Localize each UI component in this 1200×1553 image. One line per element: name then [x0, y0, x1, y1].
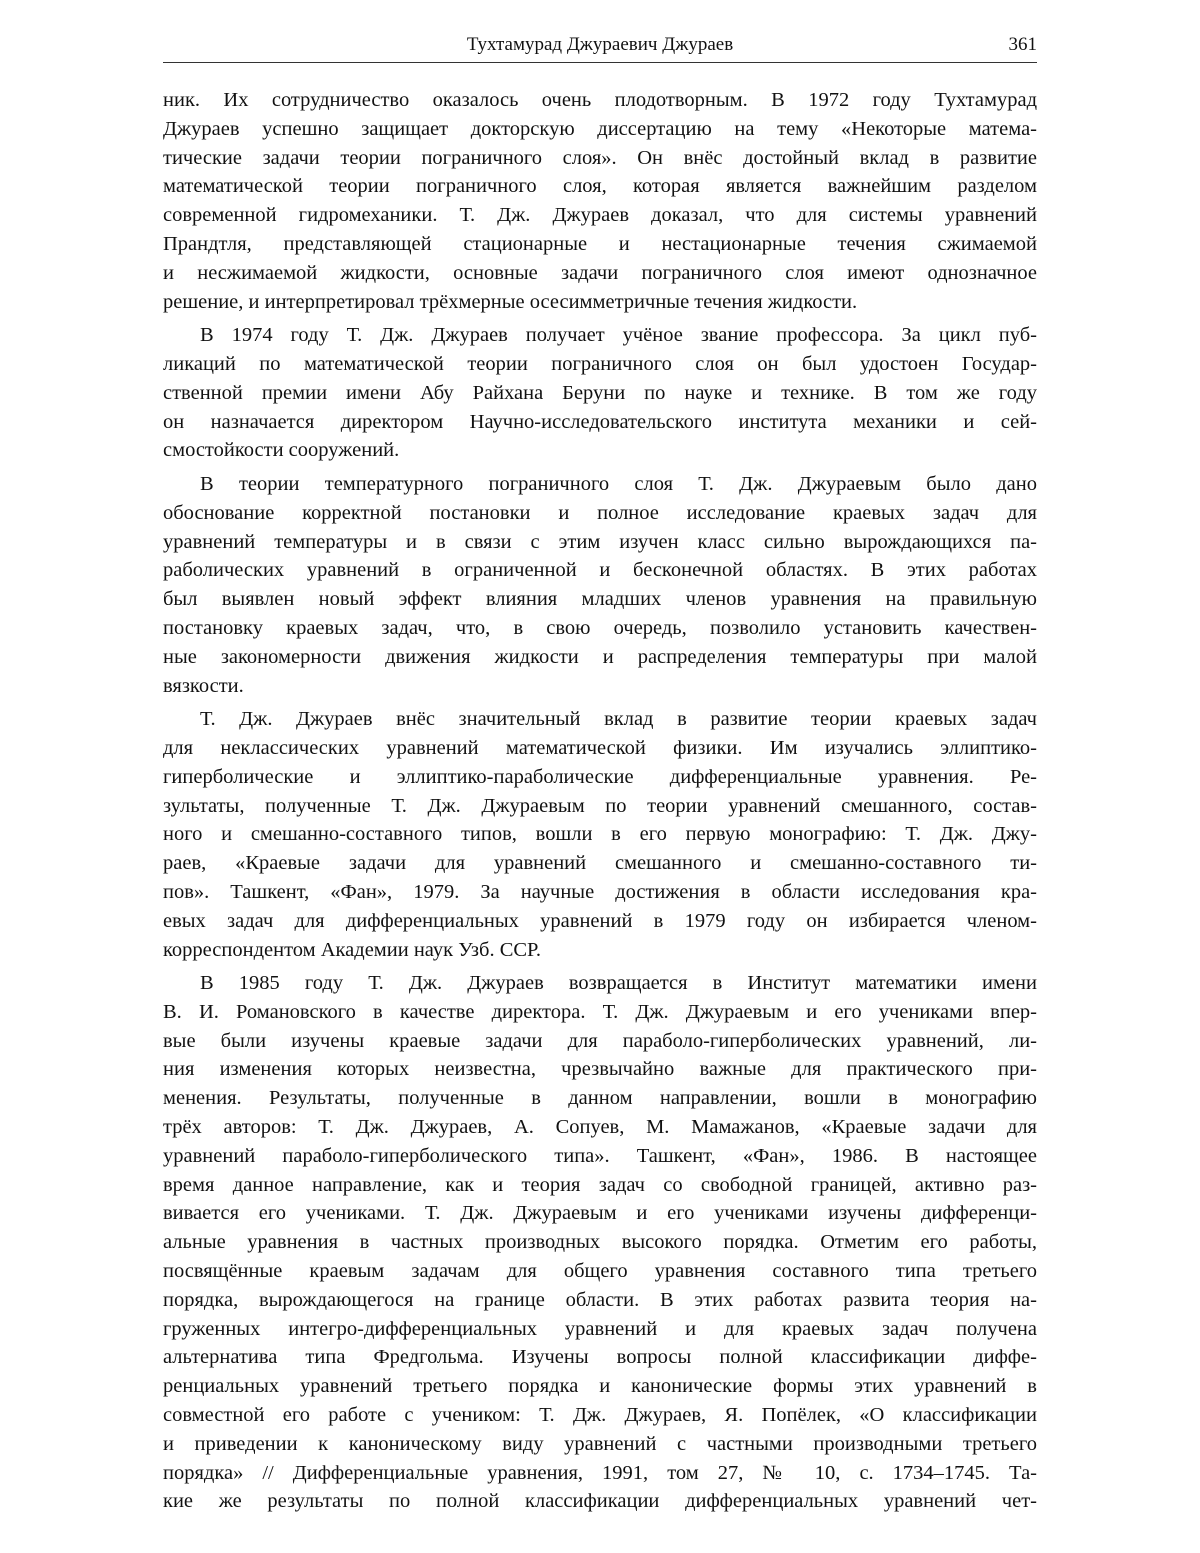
text-line: для неклассических уравнений математической физики. Им изучались эллиптико-: [163, 734, 1037, 763]
text-line: ликаций по математической теории пограничного слоя он был удостоен Государ-: [163, 350, 1037, 379]
text-line: В 1974 году Т. Дж. Джураев получает учёное звание профессора. За цикл пуб-: [163, 321, 1037, 350]
text-line: менения. Результаты, полученные в данном направлении, вошли в монографию: [163, 1084, 1037, 1113]
text-line: пов». Ташкент, «Фан», 1979. За научные достижения в области исследования кра-: [163, 878, 1037, 907]
text-line: и приведении к каноническому виду уравнений с частными производными третьего: [163, 1430, 1037, 1459]
text-line: посвящённые краевым задачам для общего уравнения составного типа третьего: [163, 1257, 1037, 1286]
text-line: Прандтля, представляющей стационарные и нестационарные течения сжимаемой: [163, 230, 1037, 259]
text-line: порядка» // Дифференциальные уравнения, 1991, том 27, № 10, с. 1734–1745. Та-: [163, 1459, 1037, 1488]
text-line: математической теории пограничного слоя, которая является важнейшим разделом: [163, 172, 1037, 201]
text-line: груженных интегро-дифференциальных уравнений и для краевых задач получена: [163, 1315, 1037, 1344]
paragraph: [163, 969, 1037, 1516]
text-line: был выявлен новый эффект влияния младших членов уравнения на правильную: [163, 585, 1037, 614]
text-line: В 1985 году Т. Дж. Джураев возвращается в Институт математики имени: [163, 969, 1037, 998]
paragraph: [163, 705, 1037, 964]
text-line: уравнений параболо-гиперболического типа». Ташкент, «Фан», 1986. В настоящее: [163, 1142, 1037, 1171]
article-body: [163, 86, 1037, 1521]
text-line: постановку краевых задач, что, в свою очередь, позволило установить качествен-: [163, 614, 1037, 643]
running-header: [163, 34, 1037, 63]
text-line: альные уравнения в частных производных высокого порядка. Отметим его работы,: [163, 1228, 1037, 1257]
text-line: уравнений температуры и в связи с этим изучен класс сильно вырождающихся па-: [163, 528, 1037, 557]
text-line: он назначается директором Научно-исследовательского института механики и сей-: [163, 408, 1037, 437]
paragraph: [163, 321, 1037, 465]
text-line: В. И. Романовского в качестве директора. Т. Дж. Джураевым и его учениками впер-: [163, 998, 1037, 1027]
text-line: порядка, вырождающегося на границе области. В этих работах развита теория на-: [163, 1286, 1037, 1315]
text-line: евых задач для дифференциальных уравнений в 1979 году он избирается членом-: [163, 907, 1037, 936]
text-line: корреспондентом Академии наук Узб. ССР.: [163, 936, 1037, 965]
text-line: зультаты, полученные Т. Дж. Джураевым по теории уравнений смешанного, состав-: [163, 792, 1037, 821]
paragraph: [163, 86, 1037, 316]
text-line: гиперболические и эллиптико-параболические дифференциальные уравнения. Ре-: [163, 763, 1037, 792]
text-line: Т. Дж. Джураев внёс значительный вклад в развитие теории краевых задач: [163, 705, 1037, 734]
text-line: вивается его учениками. Т. Дж. Джураевым и его учениками изучены дифференци-: [163, 1199, 1037, 1228]
text-line: обоснование корректной постановки и полное исследование краевых задач для: [163, 499, 1037, 528]
text-line: ник. Их сотрудничество оказалось очень плодотворным. В 1972 году Тухтамурад: [163, 86, 1037, 115]
text-line: альтернатива типа Фредгольма. Изучены вопросы полной классификации диффе-: [163, 1343, 1037, 1372]
paragraph: [163, 470, 1037, 700]
text-line: совместной его работе с учеником: Т. Дж. Джураев, Я. Попёлек, «О классификации: [163, 1401, 1037, 1430]
text-line: тические задачи теории пограничного слоя». Он внёс достойный вклад в развитие: [163, 144, 1037, 173]
text-line: Джураев успешно защищает докторскую диссертацию на тему «Некоторые матема-: [163, 115, 1037, 144]
text-line: ственной премии имени Абу Райхана Беруни по науке и технике. В том же году: [163, 379, 1037, 408]
text-line: и несжимаемой жидкости, основные задачи пограничного слоя имеют однозначное: [163, 259, 1037, 288]
text-line: время данное направление, как и теория задач со свободной границей, активно раз-: [163, 1171, 1037, 1200]
text-line: ренциальных уравнений третьего порядка и канонические формы этих уравнений в: [163, 1372, 1037, 1401]
text-line: современной гидромеханики. Т. Дж. Джураев доказал, что для системы уравнений: [163, 201, 1037, 230]
running-title: Тухтамурад Джураевич Джураев: [163, 34, 1037, 56]
text-line: ные закономерности движения жидкости и распределения температуры при малой: [163, 643, 1037, 672]
text-line: ного и смешанно-составного типов, вошли в его первую монографию: Т. Дж. Джу-: [163, 820, 1037, 849]
text-line: раболических уравнений в ограниченной и бесконечной областях. В этих работах: [163, 556, 1037, 585]
text-line: кие же результаты по полной классификации дифференциальных уравнений чет-: [163, 1487, 1037, 1516]
text-line: вязкости.: [163, 672, 1037, 701]
text-line: трёх авторов: Т. Дж. Джураев, А. Сопуев, М. Мамажанов, «Краевые задачи для: [163, 1113, 1037, 1142]
text-line: В теории температурного пограничного слоя Т. Дж. Джураевым было дано: [163, 470, 1037, 499]
text-line: ния изменения которых неизвестна, чрезвычайно важные для практического при-: [163, 1055, 1037, 1084]
page-number: 361: [1009, 34, 1038, 56]
text-line: вые были изучены краевые задачи для параболо-гиперболических уравнений, ли-: [163, 1027, 1037, 1056]
text-line: решение, и интерпретировал трёхмерные осесимметричные течения жидкости.: [163, 288, 1037, 317]
text-line: смостойкости сооружений.: [163, 436, 1037, 465]
text-line: раев, «Краевые задачи для уравнений смешанного и смешанно-составного ти-: [163, 849, 1037, 878]
